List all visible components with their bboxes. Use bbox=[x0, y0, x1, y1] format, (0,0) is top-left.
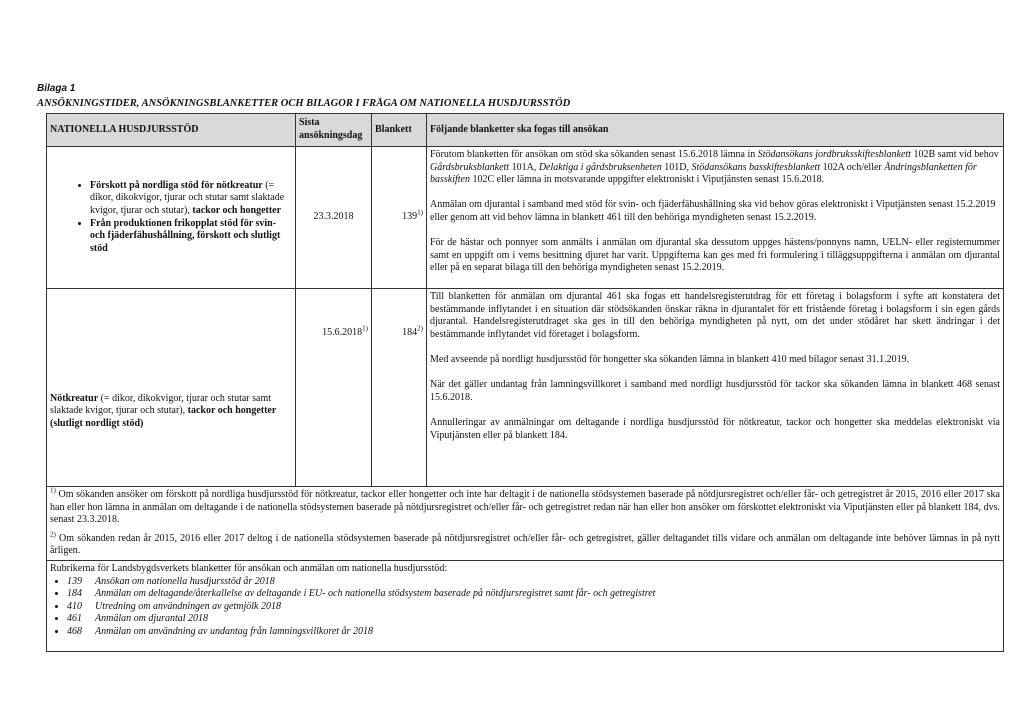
header-form: Blankett bbox=[372, 114, 427, 147]
deadline-cell: 15.6.2018$^{1)}$ bbox=[296, 289, 372, 487]
attachment-paragraph: Till blanketten för anmälan om djurantal 461 ska fogas ett handelsregisterutdrag för ett företag i bolagsform i syfte att konstatera det bestämmande inflytandet i en situation där stödsökanden önskar räkna in djurantalet för ett fristående företag i bolagsform i sin egen gårds djurantal. Handelsregisterutdraget ska ges in till den behöriga myndigheten på nytt, om det under stödåret har skett ändringar i det bestämmande inflytandet vid företaget i bolagsform. bbox=[430, 291, 1000, 340]
form-cell: 139$^{1)}$ bbox=[372, 147, 427, 289]
table-header-row bbox=[47, 114, 1004, 147]
rubrics-intro: Rubrikerna för Landsbygdsverkets blanketter för ansökan och anmälan om nationella husdjursstöd: bbox=[50, 562, 448, 574]
annex-label: Bilaga 1 bbox=[37, 83, 76, 94]
footnote: $^{1)}$ Om sökanden ansöker om förskott på nordliga husdjursstöd för nötkreatur, tackor eller hongetter och inte har deltagit i de nationella stödsystemen baserade på nötdjursregistret och/eller får- och getregistret år 2015, 2016 eller 2017 ska han eller hon lämna in anmälan om deltagande i de nationella stödsystemen baserade på nötdjursregistret och/eller får- och getregistret redan när han eller hon ansöker om förskottet elektroniskt via Viputjänsten eller på blankett 184, dvs. senast 23.3.2018. bbox=[50, 486, 1000, 526]
list-item: • 139 Ansökan om nationella husdjursstöd år 2018 bbox=[67, 576, 1000, 589]
support-table bbox=[46, 113, 1004, 652]
rubrics-cell bbox=[47, 560, 1004, 651]
document-heading: ANSÖKNINGSTIDER, ANSÖKNINGSBLANKETTER OCH BILAGOR I FRÅGA OM NATIONELLA HUSDJURSSTÖD bbox=[37, 98, 571, 109]
footnote: $^{2)}$ Om sökanden redan år 2015, 2016 eller 2017 deltog i de nationella stödsystemen baserade på nötdjursregistret och/eller får- och getregistret, gäller deltagandet tills vidare och anmälan om deltagande inte behöver lämnas in på nytt årligen. bbox=[50, 530, 1000, 557]
attachments-cell bbox=[427, 147, 1004, 289]
attachment-paragraph: Annulleringar av anmälningar om deltagande i nordliga husdjursstöd för nötkreatur, tackor och hongetter ska meddelas elektroniskt via Viputjänsten eller på blankett 184. bbox=[430, 416, 1000, 441]
deadline-cell: 23.3.2018 bbox=[296, 147, 372, 289]
header-attachments: Följande blanketter ska fogas till ansökan bbox=[427, 114, 1004, 147]
attachment-paragraph: Med avseende på nordligt husdjursstöd för hongetter ska sökanden lämna in blankett 410 med bilagor senast 31.1.2019. bbox=[430, 353, 910, 365]
table-row bbox=[47, 147, 1004, 289]
attachment-paragraph: För de hästar och ponnyer som anmälts i anmälan om djurantal ska dessutom uppges hästens/ponnyns namn, UELN- eller registernummer samt en uppgift om i vems besittning djuret har varit. Uppgifterna kan ges med fri formulering i tilläggsuppgifterna i anmälan om djurantal eller på en separat bilaga till den behöriga myndigheten senast 15.2.2019. bbox=[430, 237, 1000, 274]
list-item: • 468 Anmälan om användning av undantag från lamningsvillkoret år 2018 bbox=[67, 626, 1000, 639]
attachments-cell bbox=[427, 289, 1004, 487]
support-cell bbox=[47, 147, 296, 289]
support-list bbox=[50, 180, 292, 256]
rubrics-row bbox=[47, 560, 1004, 651]
support-cell: Nötkreatur (= dikor, dikokvigor, tjurar och stutar samt slaktade kvigor, tjurar och stutar), tackor och hongetter (slutligt nordligt stöd) bbox=[47, 289, 296, 487]
attachment-paragraph: Förutom blanketten för ansökan om stöd ska sökanden senast 15.6.2018 lämna in Stödansökans jordbruksskiftesblankett 102B samt vid behov Gårdsbruksblankett 101A, Delaktiga i gårdsbruksenheten 101D, Stödansökans basskiftesblankett 102A och/eller Ändringsblanketten för basskiften 102C eller lämna in motsvarande uppgifter elektroniskt i Viputjänsten senast 15.6.2018. bbox=[430, 149, 999, 186]
list-item: • Förskott på nordliga stöd för nötkreatur (= dikor, dikokvigor, tjurar och stutar samt slaktade kvigor, tjurar och stutar), tackor och hongetter bbox=[90, 180, 292, 218]
list-item: • Från produktionen frikopplat stöd för svin- och fjäderfähushållning, förskott och slutligt stöd bbox=[90, 218, 292, 256]
rubrics-list bbox=[50, 576, 1000, 639]
form-cell: 184$^{2)}$ bbox=[372, 289, 427, 487]
list-item: • 410 Utredning om användningen av getmjölk 2018 bbox=[67, 601, 1000, 614]
footnotes-row bbox=[47, 487, 1004, 561]
header-support: NATIONELLA HUSDJURSSTÖD bbox=[47, 114, 296, 147]
attachment-paragraph: Anmälan om djurantal i samband med stöd för svin- och fjäderfähushållning ska vid behov göras elektroniskt i Viputjänsten senast 15.2.2019 eller genom att vid behov lämna in blankett 461 till den behöriga myndigheten senast 15.2.2019. bbox=[430, 199, 996, 223]
table-row bbox=[47, 289, 1004, 487]
list-item: • 461 Anmälan om djurantal 2018 bbox=[67, 613, 1000, 626]
attachment-paragraph: När det gäller undantag från lamningsvillkoret i samband med nordligt husdjursstöd för tackor ska sökanden lämna in blankett 468 senast 15.6.2018. bbox=[430, 379, 1000, 403]
header-deadline: Sista ansökningsdag bbox=[296, 114, 372, 147]
list-item: • 184 Anmälan om deltagande/återkallelse av deltagande i EU- och nationella stödsystem baserade på nötdjursregistret samt får- och getregistret bbox=[67, 588, 1000, 601]
footnotes-cell bbox=[47, 487, 1004, 561]
